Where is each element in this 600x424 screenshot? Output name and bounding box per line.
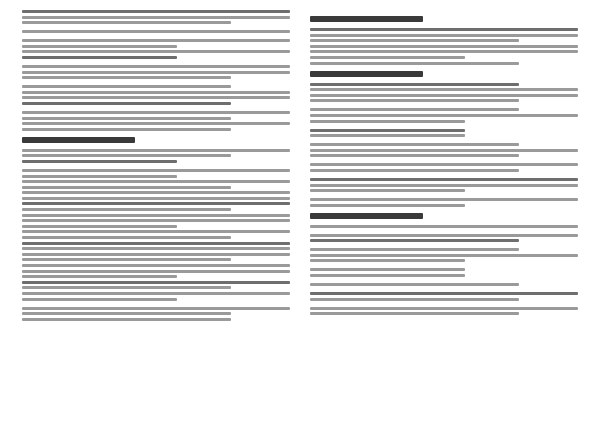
- text-line: [310, 45, 578, 48]
- text-line: [22, 128, 231, 131]
- text-line: [22, 16, 290, 19]
- text-line: [22, 91, 290, 94]
- text-line: [310, 154, 519, 157]
- text-line: [310, 254, 578, 257]
- text-line: [310, 94, 578, 97]
- text-line: [22, 56, 177, 59]
- text-line: [22, 208, 231, 211]
- text-line: [310, 108, 519, 111]
- text-line: [310, 248, 519, 251]
- text-line: [22, 102, 231, 105]
- paragraph: [22, 111, 290, 131]
- text-line: [22, 122, 290, 125]
- text-line: [22, 258, 231, 261]
- text-line: [310, 239, 519, 242]
- text-line: [22, 219, 290, 222]
- paragraph: [310, 143, 578, 157]
- text-line: [22, 230, 290, 233]
- paragraph: [22, 85, 290, 105]
- text-line: [310, 198, 578, 201]
- paragraph: [22, 30, 290, 33]
- section-heading: [310, 71, 578, 77]
- text-line: [22, 202, 290, 205]
- text-line: [310, 292, 578, 295]
- text-line: [22, 71, 290, 74]
- text-line: [22, 281, 290, 284]
- text-line: [22, 186, 231, 189]
- paragraph: [310, 268, 578, 277]
- text-line: [310, 274, 465, 277]
- text-line: [310, 149, 578, 152]
- text-line: [22, 264, 290, 267]
- text-line: [310, 120, 465, 123]
- text-line: [310, 307, 578, 310]
- text-line: [310, 39, 519, 42]
- section-heading: [22, 137, 290, 143]
- text-line: [310, 34, 578, 37]
- paragraph: [22, 169, 290, 301]
- text-line: [310, 129, 465, 132]
- text-line: [310, 189, 465, 192]
- paragraph: [310, 129, 578, 138]
- right-column: [310, 10, 578, 321]
- text-line: [22, 85, 231, 88]
- text-line: [22, 76, 231, 79]
- paragraph: [310, 178, 578, 192]
- paragraph: [310, 108, 578, 122]
- text-line: [22, 10, 290, 13]
- paragraph: [310, 248, 578, 262]
- paragraph: [310, 307, 578, 316]
- text-line: [22, 154, 231, 157]
- paragraph: [310, 198, 578, 207]
- text-line: [310, 259, 465, 262]
- text-line: [22, 111, 290, 114]
- text-line: [22, 149, 290, 152]
- text-line: [310, 83, 519, 86]
- text-line: [22, 191, 290, 194]
- text-line: [22, 247, 290, 250]
- text-line: [310, 134, 465, 137]
- paragraph: [310, 234, 578, 243]
- text-line: [22, 214, 290, 217]
- text-line: [310, 143, 519, 146]
- heading-text: [310, 213, 423, 219]
- text-line: [22, 275, 177, 278]
- paragraph: [22, 307, 290, 321]
- text-line: [310, 298, 519, 301]
- text-line: [22, 298, 177, 301]
- text-line: [22, 169, 290, 172]
- paragraph: [310, 292, 578, 301]
- text-line: [310, 225, 578, 228]
- text-line: [310, 163, 578, 166]
- text-line: [310, 62, 519, 65]
- text-line: [310, 312, 519, 315]
- heading-text: [310, 71, 423, 77]
- text-line: [22, 312, 231, 315]
- text-line: [22, 21, 231, 24]
- paragraph: [22, 149, 290, 163]
- text-line: [310, 50, 578, 53]
- paragraph: [22, 10, 290, 24]
- paragraph: [310, 163, 578, 172]
- text-line: [22, 30, 290, 33]
- text-line: [22, 225, 177, 228]
- text-line: [310, 28, 578, 31]
- text-line: [22, 307, 290, 310]
- text-line: [22, 39, 290, 42]
- text-line: [22, 253, 290, 256]
- text-line: [310, 169, 519, 172]
- section-heading: [310, 213, 578, 219]
- text-line: [310, 99, 519, 102]
- text-line: [22, 318, 231, 321]
- text-line: [310, 114, 578, 117]
- text-line: [310, 184, 578, 187]
- text-line: [310, 178, 578, 181]
- text-line: [22, 236, 231, 239]
- text-line: [22, 96, 290, 99]
- text-line: [22, 117, 231, 120]
- text-line: [22, 160, 177, 163]
- text-line: [22, 65, 290, 68]
- text-line: [310, 204, 465, 207]
- text-line: [22, 45, 177, 48]
- text-line: [22, 50, 290, 53]
- paragraph: [22, 65, 290, 79]
- heading-text: [22, 137, 135, 143]
- paragraph: [22, 39, 290, 59]
- left-column: [22, 10, 290, 327]
- text-line: [310, 56, 465, 59]
- paragraph: [310, 283, 578, 286]
- text-line: [22, 292, 290, 295]
- text-line: [22, 197, 290, 200]
- text-line: [22, 242, 290, 245]
- text-line: [22, 180, 290, 183]
- paragraph: [310, 28, 578, 65]
- text-line: [22, 286, 231, 289]
- text-line: [310, 268, 465, 271]
- paragraph: [310, 83, 578, 103]
- text-line: [310, 283, 519, 286]
- section-heading: [310, 16, 578, 22]
- text-line: [310, 234, 578, 237]
- heading-text: [310, 16, 423, 22]
- text-line: [310, 88, 578, 91]
- paragraph: [310, 225, 578, 228]
- text-line: [22, 270, 290, 273]
- text-line: [22, 175, 177, 178]
